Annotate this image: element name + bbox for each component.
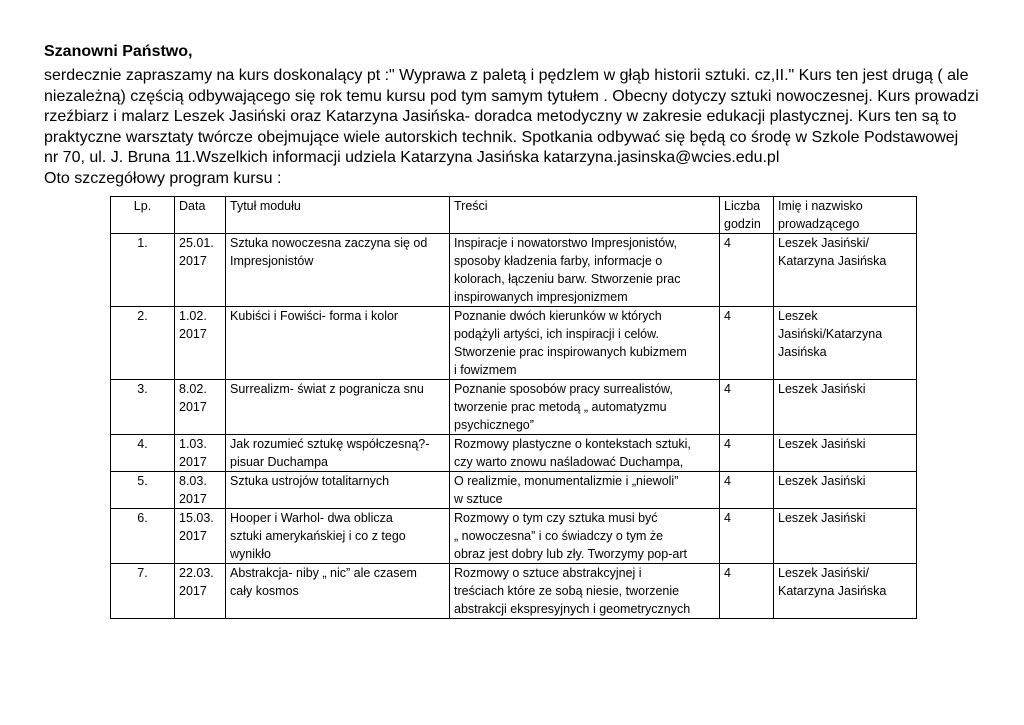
cell-text: 7.: [137, 566, 148, 580]
cell-text: 5.: [137, 474, 148, 488]
course-program-table: [110, 196, 917, 619]
cell-instructor: [774, 307, 917, 380]
cell-instructor: [774, 509, 917, 564]
cell-module-title: [226, 307, 450, 380]
cell-text: 4: [724, 437, 731, 451]
cell-text: 4: [724, 566, 731, 580]
cell-hours: [720, 234, 774, 307]
header-text: Data: [179, 199, 206, 213]
cell-module-title: [226, 509, 450, 564]
cell-text: 2.: [137, 309, 148, 323]
header-text: Lp.: [133, 199, 152, 213]
cell-text: 2017: [179, 455, 207, 469]
cell-text: Surrealizm- świat z pogranicza snu: [230, 382, 424, 396]
cell-text: Poznanie dwóch kierunków w których: [454, 309, 662, 323]
cell-module-title: [226, 234, 450, 307]
cell-text: 2017: [179, 327, 207, 341]
cell-module-title: [226, 564, 450, 619]
letter-body: [44, 42, 979, 189]
table-row: [111, 380, 917, 435]
cell-text: Rozmowy o sztuce abstrakcyjnej i: [454, 566, 642, 580]
cell-text: 8.03.: [179, 474, 207, 488]
cell-lp: [111, 435, 175, 472]
cell-text: Katarzyna Jasińska: [778, 584, 887, 598]
cell-text: abstrakcji ekspresyjnych i geometrycznych: [454, 602, 691, 616]
cell-date: [175, 307, 226, 380]
cell-lp: [111, 509, 175, 564]
cell-lp: [111, 380, 175, 435]
cell-lp: [111, 564, 175, 619]
cell-text: 4: [724, 309, 731, 323]
cell-text: Kubiści i Fowiści- forma i kolor: [230, 309, 399, 323]
cell-text: sposoby kładzenia farby, informacje o: [454, 254, 663, 268]
cell-text: 4: [724, 236, 731, 250]
cell-text: czy warto znowu naśladować Duchampa,: [454, 455, 684, 469]
cell-text: Leszek Jasiński: [778, 474, 866, 488]
cell-text: podążyli artyści, ich inspiracji i celów.: [454, 327, 659, 341]
header-lp: [111, 197, 175, 234]
cell-text: Rozmowy plastyczne o kontekstach sztuki,: [454, 437, 691, 451]
cell-module-title: [226, 380, 450, 435]
cell-text: Sztuka nowoczesna zaczyna się od: [230, 236, 428, 250]
cell-date: [175, 435, 226, 472]
cell-hours: [720, 380, 774, 435]
header-hours: [720, 197, 774, 234]
cell-instructor: [774, 380, 917, 435]
cell-date: [175, 564, 226, 619]
cell-text: wynikło: [230, 547, 271, 561]
cell-text: O realizmie, monumentalizmie i „niewoli”: [454, 474, 679, 488]
cell-text: Leszek Jasiński: [778, 382, 866, 396]
cell-text: Stworzenie prac inspirowanych kubizmem: [454, 345, 687, 359]
cell-hours: [720, 509, 774, 564]
header-text: prowadzącego: [778, 217, 860, 231]
table-row: [111, 564, 917, 619]
header-text: Treści: [454, 199, 488, 213]
cell-text: Jasińska: [778, 345, 827, 359]
cell-text: i fowizmem: [454, 363, 517, 377]
cell-text: treściach które ze sobą niesie, tworzenie: [454, 584, 680, 598]
cell-contents: [450, 564, 720, 619]
table-header-row: [111, 197, 917, 234]
intro-line: serdecznie zapraszamy na kurs doskonalący pt :" Wyprawa z paletą i pędzlem w głąb historii sztuki. cz,II." Kurs ten jest drugą ( ale: [44, 67, 969, 84]
cell-text: 4: [724, 474, 731, 488]
cell-date: [175, 380, 226, 435]
cell-text: 1.: [137, 236, 148, 250]
cell-text: 6.: [137, 511, 148, 525]
cell-text: 1.03.: [179, 437, 207, 451]
intro-line: nr 70, ul. J. Bruna 11.Wszelkich informacji udziela Katarzyna Jasińska katarzyna.jasinska@wcies.edu.pl: [44, 149, 780, 166]
cell-text: Leszek Jasiński: [778, 511, 866, 525]
table-row: [111, 472, 917, 509]
cell-contents: [450, 472, 720, 509]
cell-text: 1.02.: [179, 309, 207, 323]
cell-text: 15.03.: [179, 511, 214, 525]
greeting: Szanowni Państwo,: [44, 43, 193, 60]
header-contents: [450, 197, 720, 234]
table-body: [111, 234, 917, 619]
header-module-title: [226, 197, 450, 234]
cell-date: [175, 509, 226, 564]
cell-instructor: [774, 435, 917, 472]
intro-line: Oto szczegółowy program kursu :: [44, 169, 282, 187]
cell-text: 2017: [179, 584, 207, 598]
header-instructor: [774, 197, 917, 234]
intro-line: niezależną) częścią odbywającego się rok temu kursu pod tym samym tytułem . Obecny dotyczy sztuki nowoczesnej. Kurs prowadzi: [44, 87, 979, 105]
cell-text: 3.: [137, 382, 148, 396]
cell-text: cały kosmos: [230, 584, 299, 598]
cell-text: Leszek: [778, 309, 818, 323]
header-text: godzin: [724, 217, 761, 231]
cell-text: Abstrakcja- niby „ nic” ale czasem: [230, 566, 417, 580]
cell-contents: [450, 234, 720, 307]
intro-paragraph: [44, 66, 979, 189]
cell-text: 8.02.: [179, 382, 207, 396]
cell-instructor: [774, 234, 917, 307]
cell-module-title: [226, 472, 450, 509]
cell-lp: [111, 234, 175, 307]
cell-text: 4: [724, 382, 731, 396]
cell-contents: [450, 380, 720, 435]
header-text: Imię i nazwisko: [778, 199, 863, 213]
cell-text: inspirowanych impresjonizmem: [454, 290, 628, 304]
cell-instructor: [774, 472, 917, 509]
cell-text: 2017: [179, 529, 207, 543]
cell-text: 4.: [137, 437, 148, 451]
cell-text: kolorach, łączeniu barw. Stworzenie prac: [454, 272, 681, 286]
cell-contents: [450, 435, 720, 472]
cell-text: Inspiracje i nowatorstwo Impresjonistów,: [454, 236, 678, 250]
cell-lp: [111, 472, 175, 509]
cell-text: psychicznego”: [454, 418, 534, 432]
cell-text: w sztuce: [454, 492, 503, 506]
cell-text: obraz jest dobry lub zły. Tworzymy pop-art: [454, 547, 687, 561]
cell-date: [175, 234, 226, 307]
cell-text: Poznanie sposobów pracy surrealistów,: [454, 382, 673, 396]
cell-module-title: [226, 435, 450, 472]
cell-contents: [450, 307, 720, 380]
cell-contents: [450, 509, 720, 564]
intro-line: praktyczne warsztaty twórcze obejmujące wiele autorskich technik. Spotkania odbywać się będą co środę w Szkole Podstawowej: [44, 128, 959, 146]
cell-text: Hooper i Warhol- dwa oblicza: [230, 511, 393, 525]
cell-text: 2017: [179, 254, 207, 268]
intro-line: rzeźbiarz i malarz Leszek Jasiński oraz Katarzyna Jasińska- doradca metodyczny w zakresie edukacji plastycznej. Kurs ten są to: [44, 108, 957, 125]
header-date: [175, 197, 226, 234]
cell-text: Katarzyna Jasińska: [778, 254, 887, 268]
cell-hours: [720, 564, 774, 619]
cell-lp: [111, 307, 175, 380]
table-row: [111, 435, 917, 472]
cell-hours: [720, 472, 774, 509]
cell-text: 22.03.: [179, 566, 214, 580]
cell-text: Jak rozumieć sztukę współczesną?-: [230, 437, 430, 451]
cell-text: Leszek Jasiński/: [778, 566, 870, 580]
cell-text: 4: [724, 511, 731, 525]
cell-text: Sztuka ustrojów totalitarnych: [230, 474, 390, 488]
table-row: [111, 509, 917, 564]
cell-text: sztuki amerykańskiej i co z tego: [230, 529, 406, 543]
cell-hours: [720, 307, 774, 380]
header-text: Liczba: [724, 199, 761, 213]
cell-instructor: [774, 564, 917, 619]
table-row: [111, 307, 917, 380]
header-text: Tytuł modułu: [230, 199, 301, 213]
cell-text: pisuar Duchampa: [230, 455, 328, 469]
cell-text: „ nowoczesna” i co świadczy o tym że: [454, 529, 664, 543]
cell-text: Jasiński/Katarzyna: [778, 327, 883, 341]
cell-text: Leszek Jasiński/: [778, 236, 870, 250]
table-row: [111, 234, 917, 307]
cell-date: [175, 472, 226, 509]
cell-hours: [720, 435, 774, 472]
cell-text: Impresjonistów: [230, 254, 314, 268]
cell-text: tworzenie prac metodą „ automatyzmu: [454, 400, 667, 414]
cell-text: Leszek Jasiński: [778, 437, 866, 451]
cell-text: 2017: [179, 492, 207, 506]
cell-text: Rozmowy o tym czy sztuka musi być: [454, 511, 658, 525]
cell-text: 2017: [179, 400, 207, 414]
cell-text: 25.01.: [179, 236, 214, 250]
